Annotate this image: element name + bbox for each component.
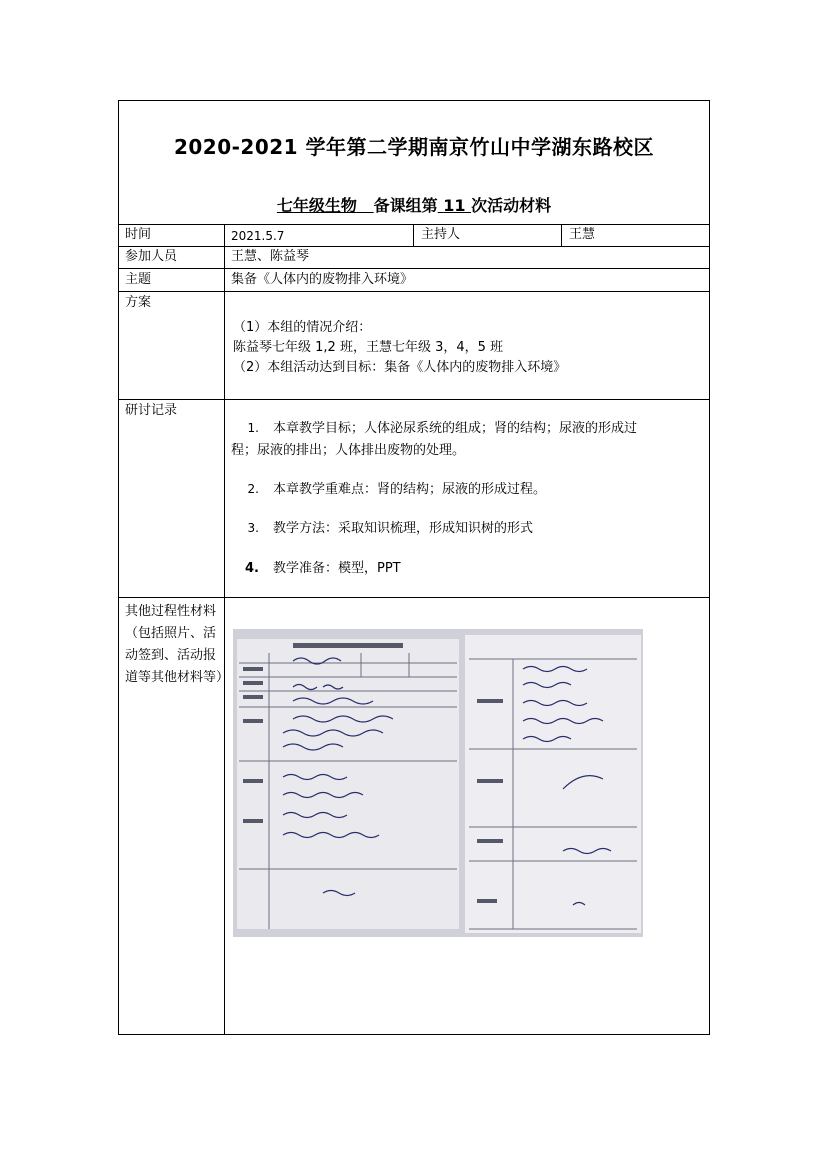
record-item: 2. 本章教学重难点：肾的结构；尿液的形成过程。: [247, 482, 547, 497]
plan-line: （1）本组的情况介绍：: [233, 320, 372, 335]
participants-label: 参加人员: [125, 249, 178, 264]
subtitle-number: 11: [443, 196, 466, 215]
record-form-photo: [233, 629, 643, 937]
row-divider: [119, 246, 709, 247]
record-item: 4. 教学准备：模型，PPT: [245, 561, 401, 576]
subtitle-subject: 七年级生物: [276, 196, 357, 215]
column-divider: [224, 224, 225, 1035]
row-divider: [119, 268, 709, 269]
page-subtitle: [119, 193, 709, 216]
column-divider: [413, 224, 414, 246]
record-item: 3. 教学方法：采取知识梳理，形成知识树的形式: [247, 521, 534, 536]
subtitle-suffix: 次活动材料: [471, 196, 552, 215]
host-value: 王慧: [569, 227, 596, 242]
column-divider: [561, 224, 562, 246]
other-materials-label: 其他过程性材料（包括照片、活动签到、活动报道等其他材料等）: [125, 604, 230, 685]
participants-value: 王慧、陈益琴: [231, 249, 310, 264]
time-label: 时间: [125, 227, 152, 242]
row-divider: [119, 224, 709, 225]
records-label: 研讨记录: [125, 403, 178, 418]
row-divider: [119, 399, 709, 400]
plan-label: 方案: [125, 295, 152, 310]
row-divider: [119, 597, 709, 598]
photo-drawing: [233, 629, 643, 937]
row-divider: [119, 291, 709, 292]
plan-content: [233, 318, 566, 378]
plan-line: （2）本组活动达到目标：集备《人体内的废物排入环境》: [233, 360, 567, 375]
records-content: [231, 417, 706, 580]
subtitle-gap: [357, 196, 374, 215]
topic-label: 主题: [125, 272, 152, 287]
plan-line: 陈益琴七年级 1,2 班，王慧七年级 3，4，5 班: [233, 340, 504, 355]
record-item: 1. 本章教学目标；人体泌尿系统的组成；肾的结构；尿液的形成过: [247, 421, 638, 436]
subtitle-group: 备课组第: [373, 196, 438, 215]
page-title: 2020-2021 学年第二学期南京竹山中学湖东路校区: [173, 135, 655, 159]
time-value: 2021.5.7: [231, 229, 285, 243]
record-sheet: [118, 100, 710, 1035]
record-item-continued: 程；尿液的排出；人体排出废物的处理。: [231, 443, 466, 458]
topic-value: 集备《人体内的废物排入环境》: [231, 272, 414, 287]
host-label: 主持人: [421, 227, 461, 242]
